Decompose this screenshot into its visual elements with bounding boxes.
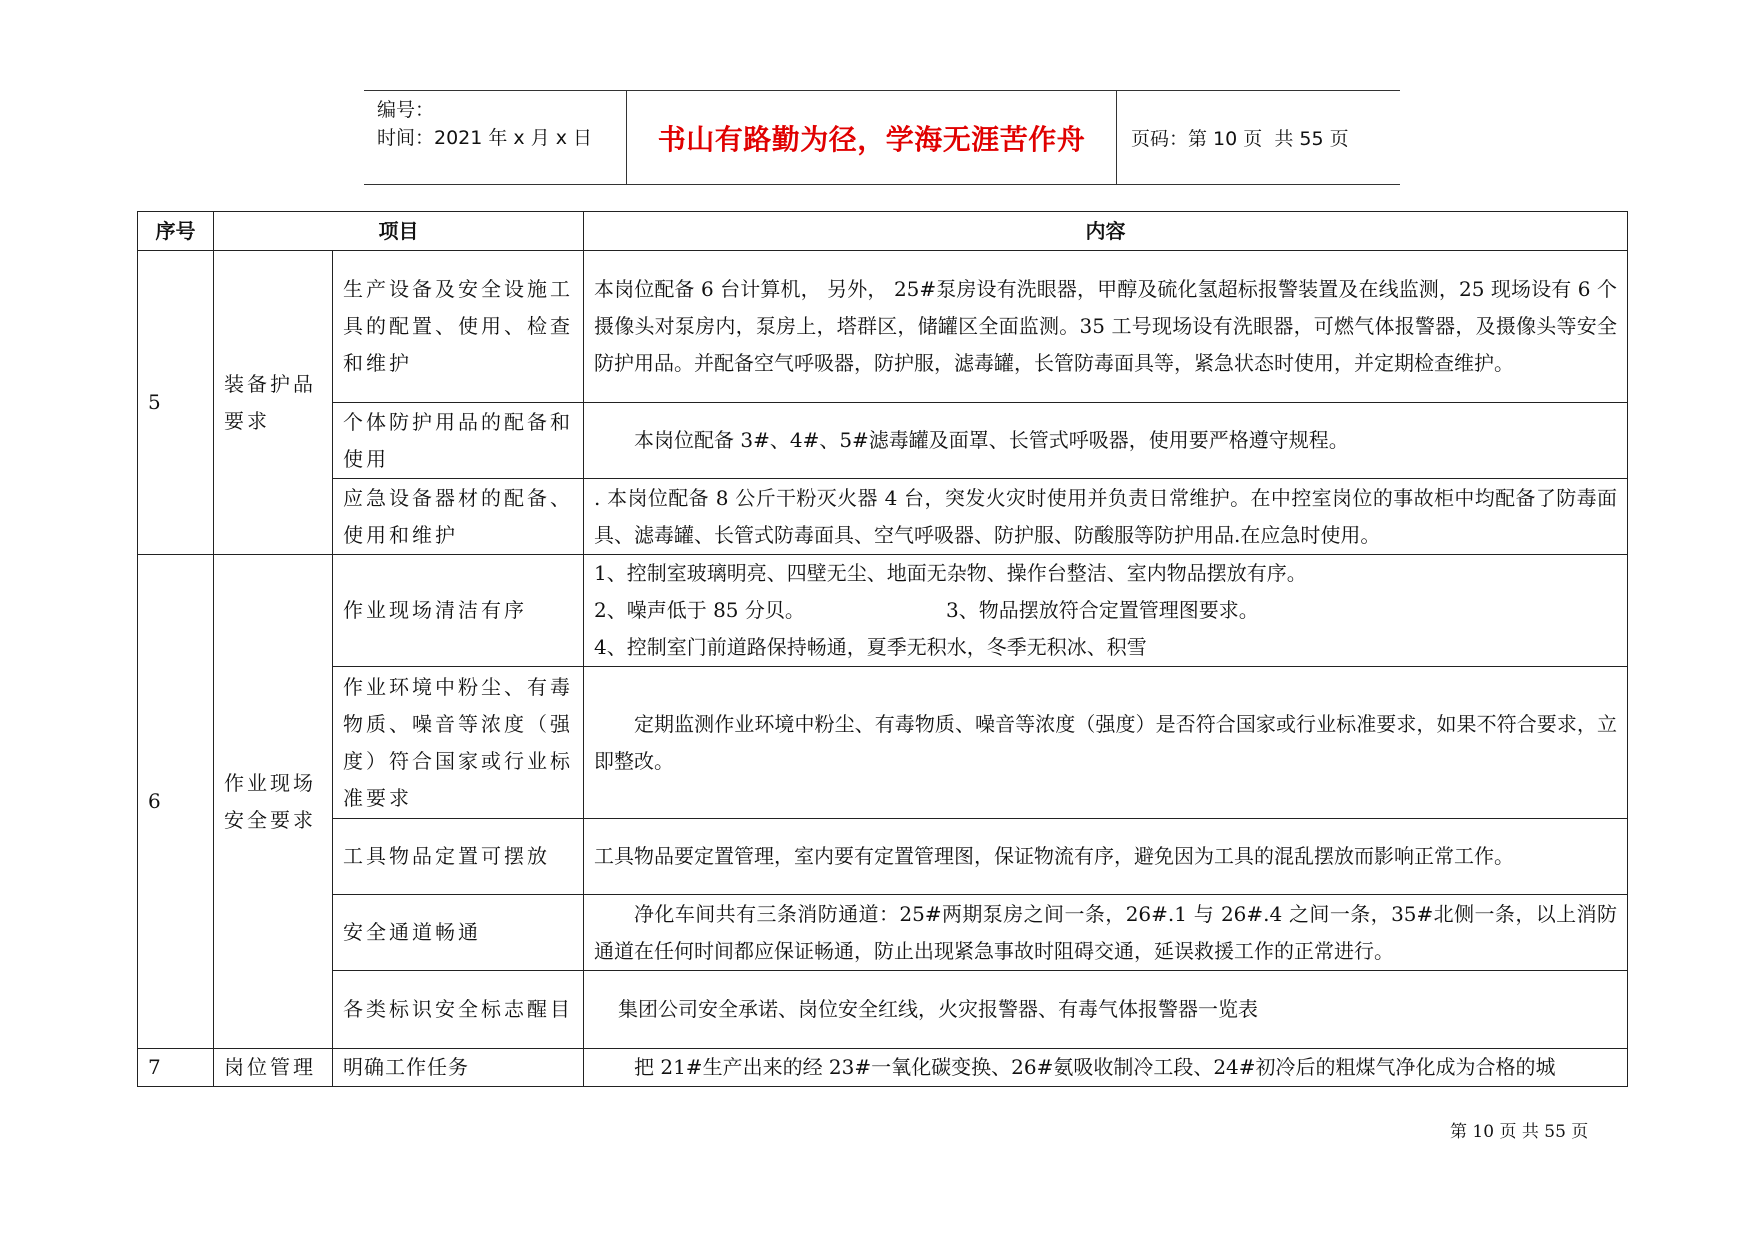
table-row bbox=[138, 895, 1628, 971]
table-row bbox=[138, 819, 1628, 895]
page-header bbox=[364, 90, 1400, 185]
content-6-2: 定期监测作业环境中粉尘、有毒物质、噪音等浓度（强度）是否符合国家或行业标准要求，如果不符合要求，立即整改。 bbox=[584, 667, 1628, 819]
item-5-1: 生产设备及安全设施工具的配置、使用、检查和维护 bbox=[333, 251, 584, 403]
content-6-1 bbox=[584, 555, 1628, 667]
col-header-project: 项目 bbox=[214, 212, 584, 251]
item-6-4: 安全通道畅通 bbox=[333, 895, 584, 971]
content-6-1-line3: 4、控制室门前道路保持畅通，夏季无积水，冬季无积冰、积雪 bbox=[594, 635, 1147, 659]
item-6-5: 各类标识安全标志醒目 bbox=[333, 971, 584, 1049]
content-6-1-line1: 1、控制室玻璃明亮、四壁无尘、地面无杂物、操作台整洁、室内物品摆放有序。 bbox=[594, 561, 1307, 585]
item-6-1: 作业现场清洁有序 bbox=[333, 555, 584, 667]
item-5-3: 应急设备器材的配备、使用和维护 bbox=[333, 479, 584, 555]
content-5-2: 本岗位配备 3#、4#、5#滤毒罐及面罩、长管式呼吸器，使用要严格遵守规程。 bbox=[584, 403, 1628, 479]
content-6-5: 集团公司安全承诺、岗位安全红线，火灾报警器、有毒气体报警器一览表 bbox=[584, 971, 1628, 1049]
content-5-3: . 本岗位配备 8 公斤干粉灭火器 4 台，突发火灾时使用并负责日常维护。在中控室岗位的事故柜中均配备了防毒面具、滤毒罐、长管式防毒面具、空气呼吸器、防护服、防酸服等防护用品.在应急时使用。 bbox=[584, 479, 1628, 555]
table-row bbox=[138, 1049, 1628, 1087]
content-6-3: 工具物品要定置管理，室内要有定置管理图，保证物流有序，避免因为工具的混乱摆放而影响正常工作。 bbox=[584, 819, 1628, 895]
item-7-1: 明确工作任务 bbox=[333, 1049, 584, 1087]
col-header-content: 内容 bbox=[584, 212, 1628, 251]
content-6-1-line2a: 2、噪声低于 85 分贝。 bbox=[594, 598, 805, 622]
table-row bbox=[138, 971, 1628, 1049]
item-6-2: 作业环境中粉尘、有毒物质、噪音等浓度（强度）符合国家或行业标准要求 bbox=[333, 667, 584, 819]
content-7-1: 把 21#生产出来的经 23#一氧化碳变换、26#氨吸收制冷工段、24#初冷后的粗煤气净化成为合格的城 bbox=[584, 1049, 1628, 1087]
date-label: 时间：2021 年 x 月 x 日 bbox=[377, 127, 593, 149]
seq-6: 6 bbox=[138, 555, 214, 1049]
code-label: 编号： bbox=[377, 99, 435, 121]
seq-5: 5 bbox=[138, 251, 214, 555]
item-6-3: 工具物品定置可摆放 bbox=[333, 819, 584, 895]
content-5-1: 本岗位配备 6 台计算机， 另外， 25#泵房设有洗眼器，甲醇及硫化氢超标报警装置及在线监测，25 现场设有 6 个摄像头对泵房内，泵房上，塔群区，储罐区全面监测。35 工号现场设有洗眼器，可燃气体报警器，及摄像头等安全防护用品。并配备空气呼吸器，防护服，滤毒罐，长管防毒面具等，紧急状态时使用，并定期检查维护。 bbox=[584, 251, 1628, 403]
motto-text: 书山有路勤为径，学海无涯苦作舟 bbox=[657, 122, 1086, 156]
table-row bbox=[138, 667, 1628, 819]
table-row bbox=[138, 479, 1628, 555]
page-footer: 第 10 页 共 55 页 bbox=[1450, 1122, 1589, 1142]
item-5-2: 个体防护用品的配备和使用 bbox=[333, 403, 584, 479]
requirements-table bbox=[137, 211, 1628, 1087]
content-6-1-line2b: 3、物品摆放符合定置管理图要求。 bbox=[946, 598, 1259, 622]
table-header-row bbox=[138, 212, 1628, 251]
content-6-1-line2 bbox=[594, 592, 1617, 629]
table-row bbox=[138, 403, 1628, 479]
seq-7: 7 bbox=[138, 1049, 214, 1087]
header-motto bbox=[627, 91, 1117, 184]
project-6: 作业现场安全要求 bbox=[214, 555, 333, 1049]
header-page-info bbox=[1117, 91, 1400, 184]
table-row bbox=[138, 251, 1628, 403]
header-meta bbox=[364, 91, 627, 184]
project-5: 装备护品要求 bbox=[214, 251, 333, 555]
table-row bbox=[138, 555, 1628, 667]
col-header-seq: 序号 bbox=[138, 212, 214, 251]
project-7: 岗位管理 bbox=[214, 1049, 333, 1087]
page-info-text: 页码：第 10 页 共 55 页 bbox=[1131, 128, 1349, 150]
content-6-4: 净化车间共有三条消防通道：25#两期泵房之间一条，26#.1 与 26#.4 之间一条，35#北侧一条，以上消防通道在任何时间都应保证畅通，防止出现紧急事故时阻碍交通，延误救援工作的正常进行。 bbox=[584, 895, 1628, 971]
